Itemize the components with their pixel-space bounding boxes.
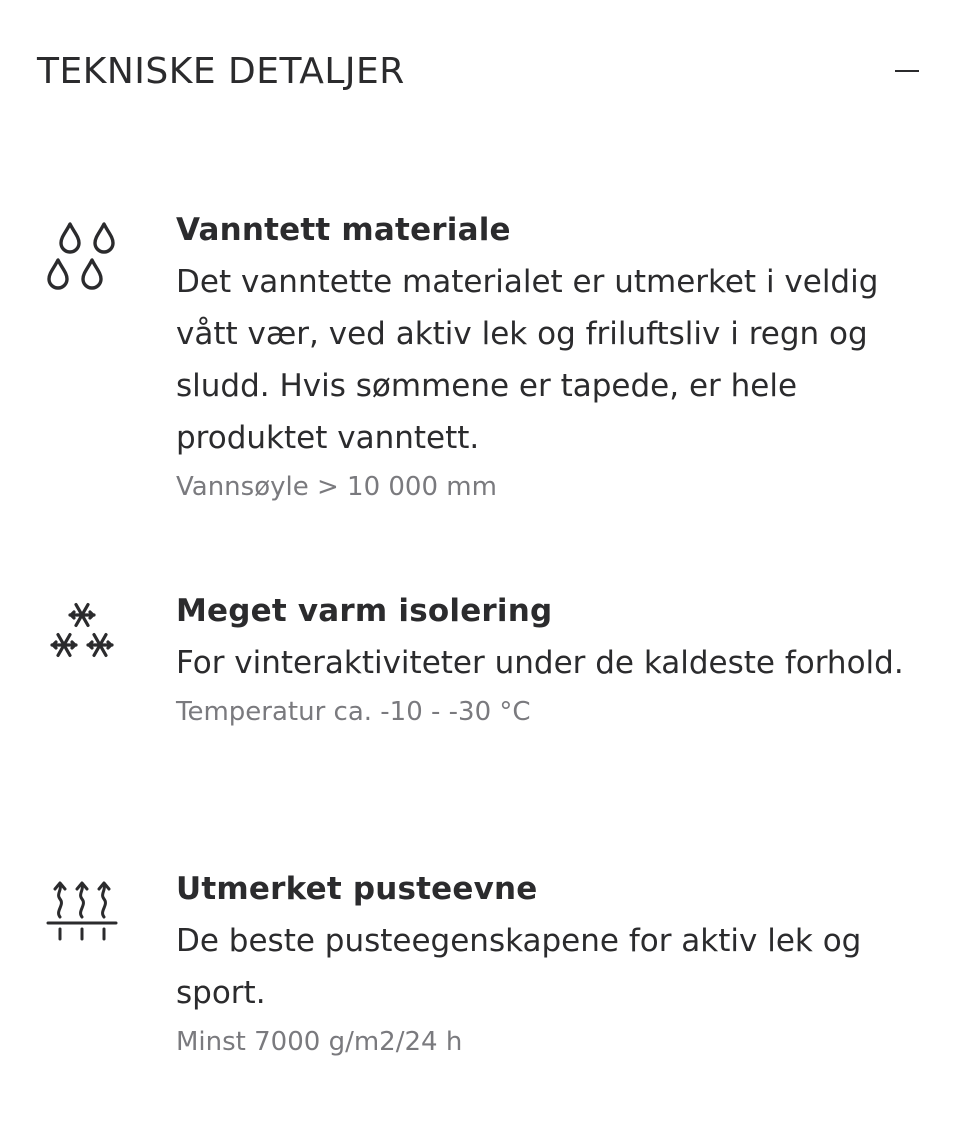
feature-title: Meget varm isolering bbox=[176, 593, 553, 629]
feature-spec: Minst 7000 g/m2/24 h bbox=[176, 1027, 463, 1057]
feature-description: De beste pusteegenskapene for aktiv lek og sport. bbox=[176, 923, 862, 1011]
feature-text bbox=[176, 210, 916, 508]
feature-description: For vinteraktiviteter under de kaldeste forhold. bbox=[176, 645, 904, 681]
feature-text bbox=[176, 869, 916, 1063]
feature-title: Utmerket pusteevne bbox=[176, 871, 538, 907]
feature-spec: Vannsøyle > 10 000 mm bbox=[176, 472, 497, 502]
water-drops-icon bbox=[44, 216, 120, 292]
feature-description: Det vanntette materialet er utmerket i veldig vått vær, ved aktiv lek og friluftsliv i regn og sludd. Hvis sømmene er tapede, er hele produktet vanntett. bbox=[176, 264, 879, 456]
feature-text bbox=[176, 591, 916, 733]
collapse-button[interactable] bbox=[880, 48, 932, 94]
breathability-icon bbox=[44, 875, 120, 951]
feature-title: Vanntett materiale bbox=[176, 212, 511, 248]
section-title: TEKNISKE DETALJER bbox=[37, 51, 405, 92]
feature-spec: Temperatur ca. -10 - -30 °C bbox=[176, 697, 531, 727]
minus-icon bbox=[895, 70, 919, 72]
technical-details-header[interactable] bbox=[0, 0, 960, 140]
snowflakes-icon bbox=[44, 597, 120, 673]
